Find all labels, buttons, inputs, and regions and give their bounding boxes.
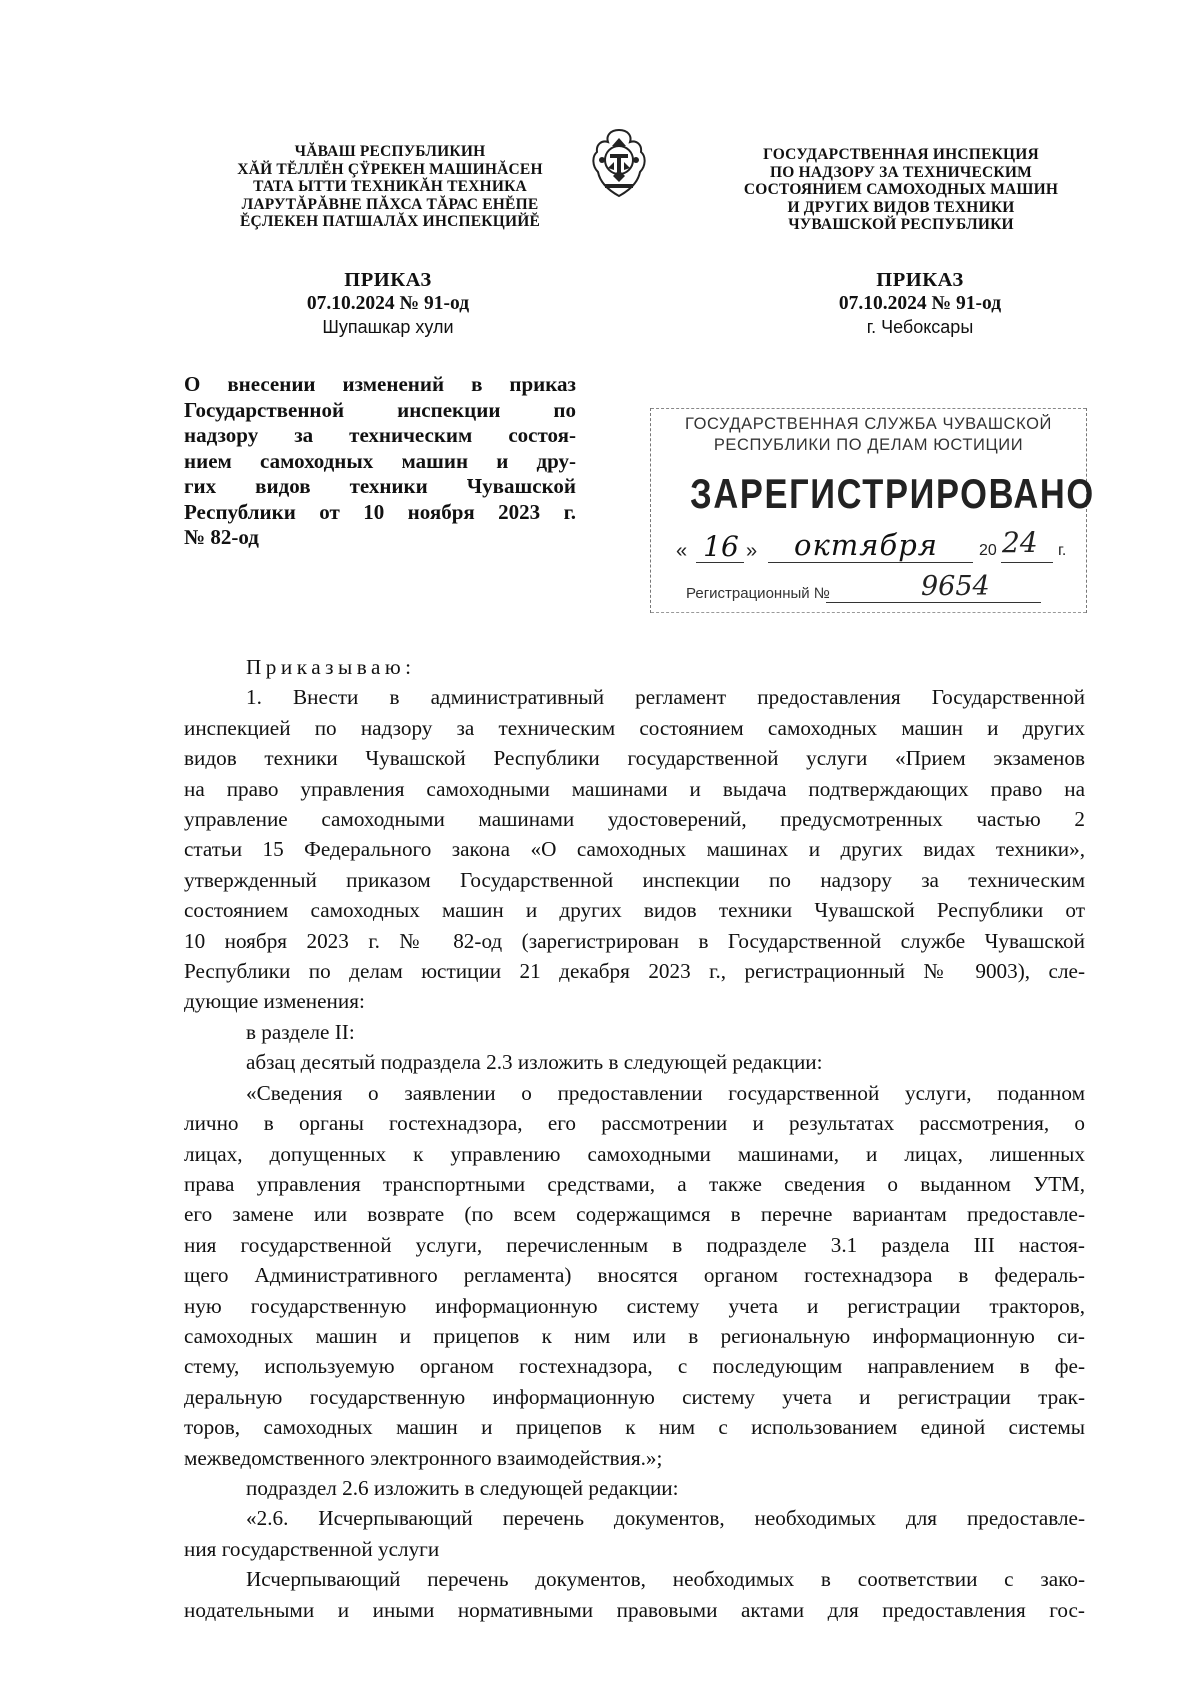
stamp-year-prefix: 20: [979, 542, 997, 559]
stamp-org-line: РЕСПУБЛИКИ ПО ДЕЛАМ ЮСТИЦИИ: [713, 436, 1024, 454]
body-line: «Сведения о заявлении о предоставлении государственной услуги, поданном: [246, 1080, 1085, 1105]
title-line: гих видов техники Чувашской: [184, 474, 576, 498]
document-body: [184, 652, 1085, 1625]
body-line: утвержденный приказом Государственной инспекции по надзору за техническим: [184, 867, 1085, 892]
header-russian: [716, 146, 1086, 234]
stamp-quote-close: »: [746, 540, 758, 562]
header-line: ЧУВАШСКОЙ РЕСПУБЛИКИ: [788, 216, 1014, 233]
stamp-year-line: [1001, 562, 1053, 563]
header-line: ĔÇЛЕКЕН ПАТШАЛĂХ ИНСПЕКЦИЙĔ: [239, 213, 541, 230]
header-line: И ДРУГИХ ВИДОВ ТЕХНИКИ: [787, 198, 1015, 216]
header-line: ЧĂВАШ РЕСПУБЛИКИН: [294, 143, 486, 160]
order-block-russian: [770, 268, 1070, 339]
title-line: Государственной инспекции по: [184, 397, 576, 422]
body-line: статьи 15 Федерального закона «О самоходных машинах и других видах техники»,: [184, 837, 1085, 862]
body-line: нодательными и иными нормативными правовыми актами для предоставления гос-: [184, 1597, 1085, 1622]
order-block-chuvash: [238, 268, 538, 339]
body-line: ния государственной услуги: [184, 1536, 440, 1561]
stamp-date: [676, 526, 1076, 566]
body-line: стему, используемую органом гостехнадзора, с последующим направлением в фе-: [184, 1354, 1085, 1379]
body-line: 10 ноября 2023 г. № 82-од (зарегистрирован в Государственной службе Чувашской: [184, 928, 1085, 953]
body-line: лично в органы гостехнадзора, его рассмотрении и результатах рассмотрения, о: [184, 1111, 1085, 1136]
stamp-month-line: [768, 562, 973, 563]
stamp-year-suffix: 24: [1002, 526, 1038, 559]
header-line: ГОСУДАРСТВЕННАЯ ИНСПЕКЦИЯ: [763, 146, 1039, 163]
body-line: торов, самоходных машин и прицепов к ним с использованием единой системы: [184, 1415, 1085, 1440]
body-line: в разделе II:: [246, 1019, 355, 1044]
body-line: дующие изменения:: [184, 989, 365, 1014]
body-line: самоходных машин и прицепов к ним или в региональную информационную си-: [184, 1323, 1085, 1348]
chuvashia-coat-of-arms-icon: [588, 124, 650, 200]
order-type: ПРИКАЗ: [344, 269, 432, 291]
header-line: СОСТОЯНИЕМ САМОХОДНЫХ МАШИН: [743, 181, 1059, 198]
body-line: на право управления самоходными машинами и выдача подтверждающих право на: [184, 776, 1085, 801]
order-city: Шупашкар хули: [322, 317, 454, 337]
body-line: ную государственную информационную систему учета и регистрации тракторов,: [184, 1293, 1085, 1318]
stamp-org-line: ГОСУДАРСТВЕННАЯ СЛУЖБА ЧУВАШСКОЙ: [684, 415, 1052, 433]
stamp-quote-open: «: [676, 540, 688, 562]
order-intro: Приказываю:: [246, 655, 416, 679]
stamp-reg-line: [826, 602, 1041, 603]
body-line: инспекцией по надзору за техническим состоянием самоходных машин и других: [184, 715, 1085, 740]
stamp-title: ЗАРЕГИСТРИРОВАНО: [690, 470, 1095, 517]
body-line: права управления транспортными средствами, а также сведения о выданном УТМ,: [184, 1171, 1085, 1196]
body-line: щего Административного регламента) вносятся органом гостехнадзора в федераль-: [184, 1263, 1085, 1288]
stamp-day: 16: [703, 530, 739, 563]
body-line: Исчерпывающий перечень документов, необходимых в соответствии с зако-: [246, 1567, 1085, 1592]
registration-stamp: [650, 408, 1095, 613]
body-line: абзац десятый подраздела 2.3 изложить в следующей редакции:: [246, 1050, 823, 1075]
title-line: № 82-од: [184, 525, 259, 549]
body-line: межведомственного электронного взаимодействия.»;: [184, 1445, 663, 1470]
order-number: 07.10.2024 № 91-од: [306, 293, 470, 314]
header-chuvash: [205, 143, 575, 231]
stamp-reg-label: Регистрационный №: [686, 585, 830, 602]
body-line: его замене или возврате (по всем содержащимся в перечне вариантам предоставле-: [184, 1202, 1085, 1227]
body-line: деральную государственную информационную систему учета и регистрации трак-: [184, 1384, 1085, 1409]
body-line: видов техники Чувашской Республики государственной услуги «Прием экзаменов: [184, 746, 1085, 771]
header-line: ХĂЙ ТĔЛЛĔН ÇŸРЕКЕН МАШИНĂСЕН: [237, 160, 543, 178]
body-line: 1. Внести в административный регламент предоставления Государственной: [246, 685, 1085, 710]
header-line: ЛАРУТĂРĂВНЕ ПĂХСА ТĂРАС ЕНĔПЕ: [241, 195, 539, 213]
stamp-month: октября: [794, 528, 938, 562]
title-line: Республики от 10 ноября 2023 г.: [184, 499, 576, 524]
body-line: ния государственной услуги, перечисленным в подразделе 3.1 раздела III настоя-: [184, 1232, 1085, 1257]
body-line: Республики по делам юстиции 21 декабря 2023 г., регистрационный № 9003), сле-: [184, 959, 1085, 984]
body-line: лицах, допущенных к управлению самоходными машинами, и лицах, лишенных: [184, 1141, 1085, 1166]
title-line: нием самоходных машин и дру-: [184, 448, 576, 473]
body-line: управление самоходными машинами удостоверений, предусмотренных частью 2: [184, 807, 1085, 832]
header-line: ТАТА ЫТТИ ТЕХНИКĂН ТЕХНИКА: [253, 178, 527, 195]
document-title: [184, 372, 576, 551]
order-type: ПРИКАЗ: [876, 269, 964, 291]
stamp-year-g: г.: [1058, 542, 1067, 559]
body-line: подраздел 2.6 изложить в следующей редакции:: [246, 1475, 679, 1500]
title-line: надзору за техническим состоя-: [184, 423, 576, 447]
stamp-reg-number: 9654: [921, 571, 990, 602]
order-number: 07.10.2024 № 91-од: [838, 293, 1002, 314]
body-line: состоянием самоходных машин и других видов техники Чувашской Республики от: [184, 898, 1085, 923]
order-city: г. Чебоксары: [866, 317, 974, 337]
body-line: «2.6. Исчерпывающий перечень документов, необходимых для предоставле-: [246, 1506, 1085, 1531]
title-line: О внесении изменений в приказ: [184, 372, 576, 396]
header-line: ПО НАДЗОРУ ЗА ТЕХНИЧЕСКИМ: [770, 163, 1032, 181]
